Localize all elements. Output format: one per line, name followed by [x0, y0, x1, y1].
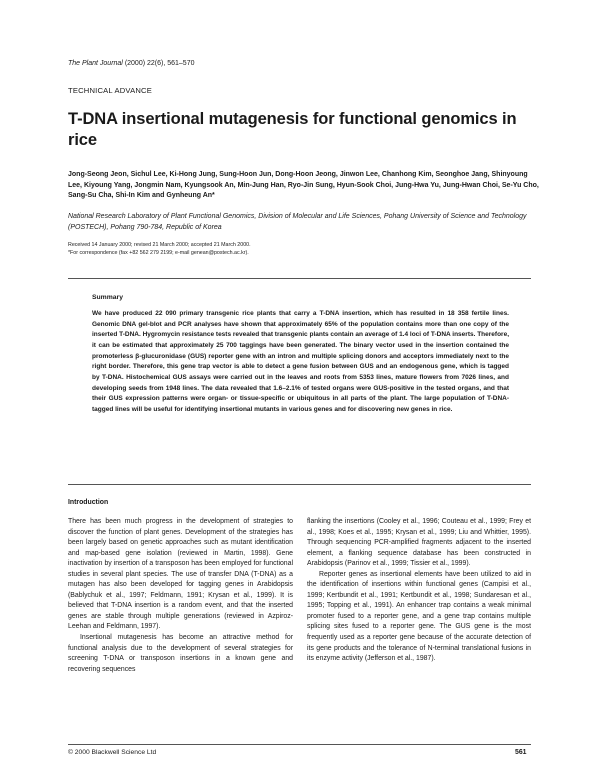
left-column: [68, 517, 293, 675]
footer-rule: [68, 744, 531, 745]
intro-paragraph-3: flanking the insertions (Cooley et al., 1996; Couteau et al., 1999; Frey et al., 1998; Koes et al., 1995; Krysan et al., 1999; Liu and Whittier, 1995). Through sequencing PCR-amplified fragments adjacent to the inserted element, a flanking sequence database has been constructed in Arabidopsis (Parinov et al., 1999; Tissier et al., 1999).: [307, 518, 531, 568]
article-dates: [68, 241, 538, 258]
summary-bottom-rule: [68, 484, 531, 485]
summary-text: We have produced 22 090 primary transgenic rice plants that carry a T-DNA insertion, which has resulted in 18 358 fertile lines. Genomic DNA gel-blot and PCR analyses have shown that approximately 65% of the population contains more than one copy of the inserted T-DNA. Hygromycin resistance tests revealed that transgenic plants contain an average of 1.4 loci of T-DNA inserts. Therefore, it can be estimated that approximately 25 700 taggings have been generated. The binary vector used in the insertion contained the promoterless β-glucuronidase (GUS) reporter gene with an intron and multiple splicing donors and acceptors immediately next to the right border. Therefore, this gene trap vector is able to detect a gene fusion between GUS and an endogenous gene, which is tagged by T-DNA. Histochemical GUS assays were carried out in the leaves and roots from 5353 lines, mature flowers from 7026 lines, and developing seeds from 1948 lines. The data revealed that 1.6–2.1% of tested organs were GUS-positive in the tested organs, and that their GUS expression patterns were organ- or tissue-specific or ubiquitous in all parts of the plant. The large population of T-DNA-tagged lines will be useful for identifying insertional mutants in various genes and for discovering new genes in rice.: [92, 310, 509, 413]
copyright-notice: © 2000 Blackwell Science Ltd: [68, 749, 157, 756]
journal-name: The Plant Journal: [68, 60, 123, 67]
section-label: TECHNICAL ADVANCE: [68, 86, 152, 95]
right-column: [307, 517, 531, 665]
summary-heading: Summary: [92, 294, 123, 301]
intro-paragraph-1: There has been much progress in the development of strategies to discover the function of plant genes. Development of the strategies has been largely based on genetic approaches such as mutant identification and map-based gene isolation (reviewed in Martin, 1998). Gene inactivation by insertion of a transposon has been employed for functional studies in several plant species. The use of transfer DNA (T-DNA) as a mutagen has also been developed for tagging genes in Arabidopsis (Bablychuk et al., 1997; Feldmann, 1991; Krysan et al., 1999). It is believed that T-DNA insertion is a random event, and that the inserted genes are stable through multiple generations (reviewed in Azpiroz-Leehan and Feldmann, 1997).: [68, 518, 293, 631]
journal-citation: [68, 60, 194, 67]
page-number: 561: [515, 749, 527, 756]
received-dates: Received 14 January 2000; revised 21 March 2000; accepted 21 March 2000.: [68, 242, 251, 248]
article-title: T-DNA insertional mutagenesis for functional genomics in rice: [68, 110, 517, 149]
summary-top-rule: [68, 278, 531, 279]
intro-paragraph-2: Insertional mutagenesis has become an attractive method for functional analysis due to the development of several strategies for screening T-DNA or transposon insertions in a known gene and recovering sequences: [68, 634, 293, 673]
journal-volume-pages: (2000) 22(6), 561–570: [122, 60, 195, 67]
introduction-heading: Introduction: [68, 499, 109, 506]
intro-paragraph-4: Reporter genes as insertional elements have been utilized to aid in the identification of insertions within functional genes (Campisi et al., 1999; Kertbundit et al., 1991; Kertbundit et al., 1998; Sundaresan et al., 1995; Topping et al., 1991). An enhancer trap contains a weak minimal promoter fused to a reporter gene, and a gene trap contains multiple splicing sites fused to a reporter gene. The GUS gene is the most frequently used as a reporter gene because of the accurate detection of its gene products and the tolerance of N-terminal translational fusions in its enzyme activity (Jefferson et al., 1987).: [307, 570, 531, 663]
author-list: Jong-Seong Jeon, Sichul Lee, Ki-Hong Jung, Sung-Hoon Jun, Dong-Hoon Jeong, Jinwon Lee, Chanhong Kim, Seonghoe Jang, Shinyoung Lee, Kiyoung Yang, Jongmin Nam, Kyungsook An, Min-Jung Han, Ryo-Jin Sung, Hyun-Sook Choi, Jung-Hwa Yu, Jung-Hwan Choi, Se-Yu Cho, Sang-Su Cha, Shi-In Kim and Gynheung An*: [68, 171, 539, 200]
author-affiliation: National Research Laboratory of Plant Functional Genomics, Division of Molecular and Life Sciences, Pohang University of Science and Technology (POSTECH), Pohang 790-784, Republic of Korea: [68, 213, 527, 231]
correspondence-note: *For correspondence (fax +82 562 279 2199; e-mail genean@postech.ac.kr).: [68, 250, 249, 257]
